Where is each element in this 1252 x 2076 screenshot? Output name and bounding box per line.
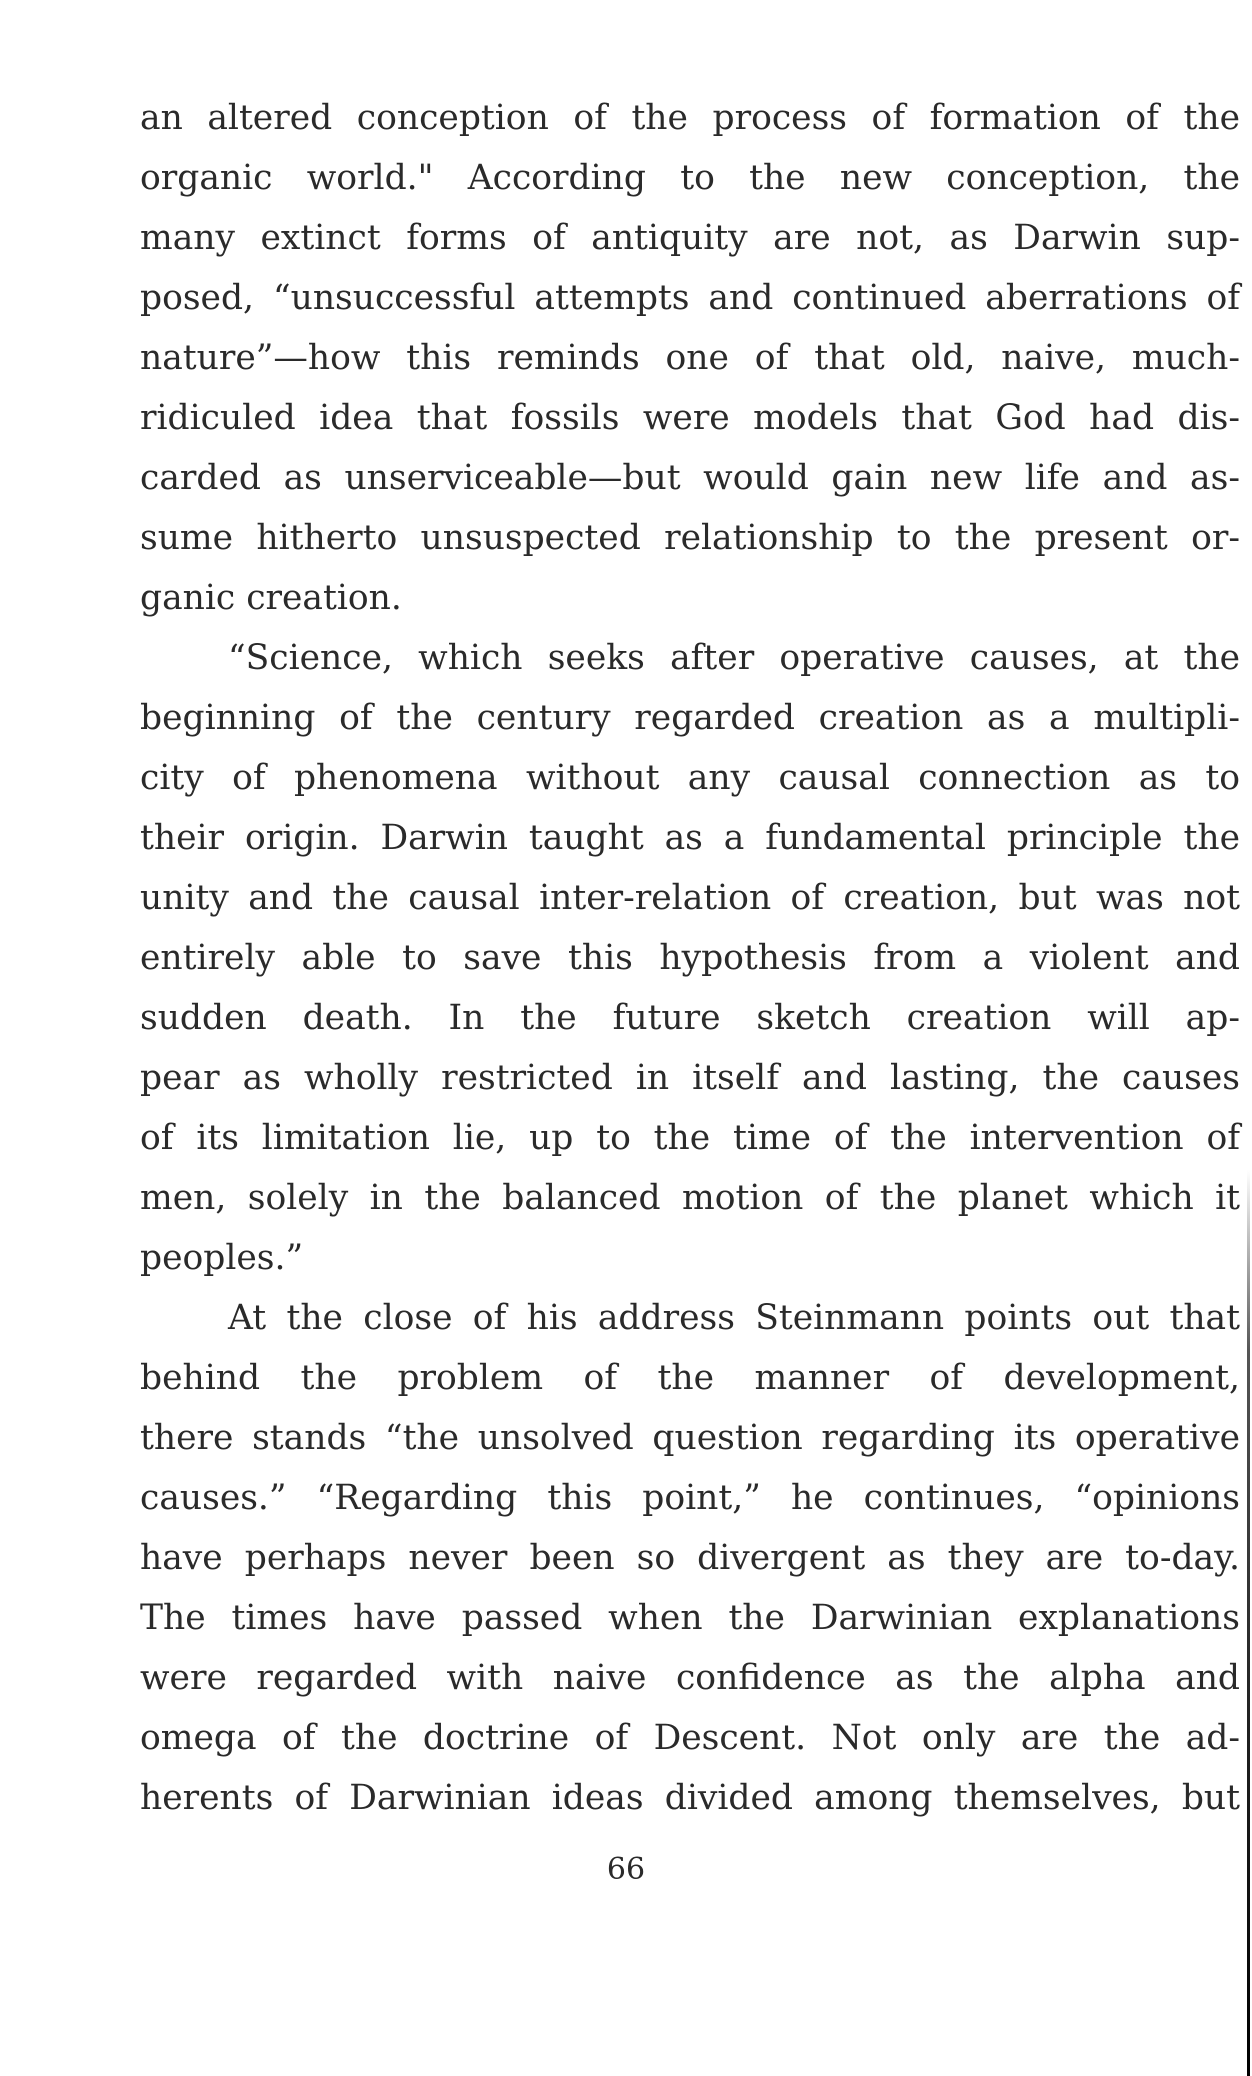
text-line: have perhaps never been so divergent as they are to-day. bbox=[140, 1538, 1240, 1578]
text-line: The times have passed when the Darwinian explanations bbox=[140, 1598, 1240, 1638]
text-line: beginning of the century regarded creation as a multipli- bbox=[140, 698, 1240, 738]
text-line: unity and the causal inter-relation of creation, but was not bbox=[140, 878, 1240, 918]
text-line: were regarded with naive confidence as the alpha and bbox=[140, 1658, 1240, 1698]
page-edge-shadow bbox=[1247, 1170, 1250, 2076]
text-line: nature”—how this reminds one of that old, naive, much- bbox=[140, 338, 1240, 378]
text-line: city of phenomena without any causal connection as to bbox=[140, 758, 1240, 798]
text-line: an altered conception of the process of formation of the bbox=[140, 98, 1240, 138]
text-line: omega of the doctrine of Descent. Not only are the ad- bbox=[140, 1718, 1240, 1758]
text-line: At the close of his address Steinmann points out that bbox=[228, 1298, 1240, 1338]
text-line: sume hitherto unsuspected relationship to the present or- bbox=[140, 518, 1240, 558]
text-line: many extinct forms of antiquity are not, as Darwin sup- bbox=[140, 218, 1240, 258]
text-line: ridiculed idea that fossils were models that God had dis- bbox=[140, 398, 1240, 438]
text-line: entirely able to save this hypothesis from a violent and bbox=[140, 938, 1240, 978]
text-line: men, solely in the balanced motion of the planet which it bbox=[140, 1178, 1240, 1218]
text-line: sudden death. In the future sketch creation will ap- bbox=[140, 998, 1240, 1038]
text-line: pear as wholly restricted in itself and lasting, the causes bbox=[140, 1058, 1240, 1098]
text-line: organic world." According to the new conception, the bbox=[140, 158, 1240, 198]
text-line: causes.” “Regarding this point,” he continues, “opinions bbox=[140, 1478, 1240, 1518]
text-line: posed, “unsuccessful attempts and continued aberrations of bbox=[140, 278, 1240, 318]
text-line: ganic creation. bbox=[140, 578, 402, 618]
text-line: peoples.” bbox=[140, 1238, 304, 1278]
text-line: carded as unserviceable—but would gain new life and as- bbox=[140, 458, 1240, 498]
text-line: behind the problem of the manner of development, bbox=[140, 1358, 1240, 1398]
text-line: herents of Darwinian ideas divided among themselves, but bbox=[140, 1778, 1240, 1818]
body-text bbox=[140, 88, 1240, 1828]
text-line: of its limitation lie, up to the time of the intervention of bbox=[140, 1118, 1240, 1158]
text-line: their origin. Darwin taught as a fundamental principle the bbox=[140, 818, 1240, 858]
text-line: “Science, which seeks after operative causes, at the bbox=[228, 638, 1240, 678]
text-line: there stands “the unsolved question regarding its operative bbox=[140, 1418, 1240, 1458]
page-number: 66 bbox=[606, 1852, 646, 1887]
